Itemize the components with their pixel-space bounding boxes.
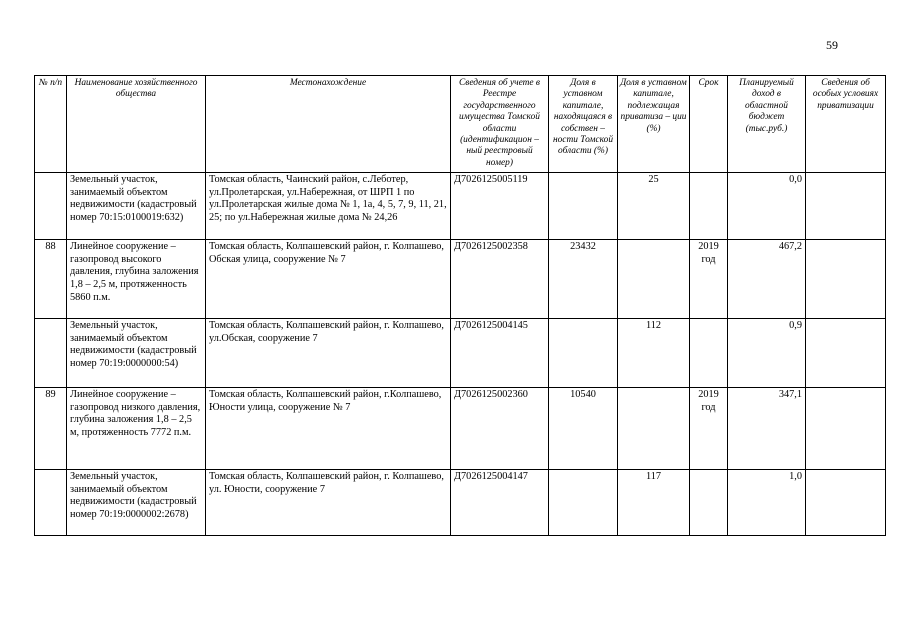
- row-num: 88: [35, 240, 67, 319]
- row-share-region: [549, 173, 618, 240]
- row-income: 0,0: [728, 173, 806, 240]
- privatization-table: [34, 75, 886, 536]
- row-object-name: Земельный участок, занимаемый объектом недвижимости (кадастровый номер 70:15:0100019:632): [67, 173, 206, 240]
- row-share-privatization: 112: [618, 319, 690, 388]
- row-location: Томская область, Колпашевский район, г.Колпашево, Юности улица, сооружение № 7: [206, 388, 451, 470]
- table-row: [35, 388, 886, 470]
- row-object-name: Земельный участок, занимаемый объектом недвижимости (кадастровый номер 70:19:0000002:2678): [67, 470, 206, 536]
- row-num: [35, 319, 67, 388]
- row-location: Томская область, Колпашевский район, г. Колпашево, ул.Обская, сооружение 7: [206, 319, 451, 388]
- row-object-name: Земельный участок, занимаемый объектом недвижимости (кадастровый номер 70:19:0000000:54): [67, 319, 206, 388]
- row-income: 0,9: [728, 319, 806, 388]
- row-object-name: Линейное сооружение – газопровод высокого давления, глубина заложения 1,8 – 2,5 м, протяженность 5860 п.м.: [67, 240, 206, 319]
- row-num: [35, 173, 67, 240]
- header-location: Местонахождение: [206, 76, 451, 173]
- table-row: [35, 470, 886, 536]
- row-share-region: [549, 470, 618, 536]
- row-object-name: Линейное сооружение – газопровод низкого давления, глубина заложения 1,8 – 2,5 м, протяженность 7772 п.м.: [67, 388, 206, 470]
- row-term: [690, 173, 728, 240]
- row-term: [690, 319, 728, 388]
- row-location: Томская область, Колпашевский район, г. Колпашево, ул. Юности, сооружение 7: [206, 470, 451, 536]
- row-location: Томская область, Чаинский район, с.Леботер, ул.Пролетарская, ул.Набережная, от ШРП 1 по ул.Пролетарская жилые дома № 1, 1а, 4, 5, 7, 9, 11, 21, 25; по ул.Набережная жилые дома № 24,26: [206, 173, 451, 240]
- row-registry-id: Д7026125002360: [451, 388, 549, 470]
- row-term: 2019 год: [690, 240, 728, 319]
- header-registry: Сведения об учете в Реестре государственного имущества Томской области (идентификацион – ный реестровый номер): [451, 76, 549, 173]
- header-income: Планируемый доход в областной бюджет (тыс.руб.): [728, 76, 806, 173]
- row-term: [690, 470, 728, 536]
- table-row: [35, 173, 886, 240]
- row-conditions: [806, 470, 886, 536]
- table-row: [35, 240, 886, 319]
- header-conditions: Сведения об особых условиях приватизации: [806, 76, 886, 173]
- row-registry-id: Д7026125002358: [451, 240, 549, 319]
- row-num: 89: [35, 388, 67, 470]
- row-num: [35, 470, 67, 536]
- row-income: 1,0: [728, 470, 806, 536]
- row-conditions: [806, 388, 886, 470]
- row-conditions: [806, 240, 886, 319]
- row-conditions: [806, 319, 886, 388]
- header-share-region: Доля в уставном капитале, находящаяся в собствен – ности Томской области (%): [549, 76, 618, 173]
- header-name: Наименование хозяйственного общества: [67, 76, 206, 173]
- header-num: № п/п: [35, 76, 67, 173]
- row-registry-id: Д7026125005119: [451, 173, 549, 240]
- header-share-privatization: Доля в уставном капитале, подлежащая приватиза – ции (%): [618, 76, 690, 173]
- row-location: Томская область, Колпашевский район, г. Колпашево, Обская улица, сооружение № 7: [206, 240, 451, 319]
- row-share-privatization: 25: [618, 173, 690, 240]
- row-share-privatization: 117: [618, 470, 690, 536]
- row-conditions: [806, 173, 886, 240]
- row-income: 467,2: [728, 240, 806, 319]
- row-share-privatization: [618, 240, 690, 319]
- row-share-region: 23432: [549, 240, 618, 319]
- row-term: 2019 год: [690, 388, 728, 470]
- table-row: [35, 319, 886, 388]
- row-registry-id: Д7026125004145: [451, 319, 549, 388]
- page-number: 59: [826, 38, 838, 52]
- header-term: Срок: [690, 76, 728, 173]
- row-income: 347,1: [728, 388, 806, 470]
- row-share-region: 10540: [549, 388, 618, 470]
- row-share-region: [549, 319, 618, 388]
- row-registry-id: Д7026125004147: [451, 470, 549, 536]
- table-header-row: [35, 76, 886, 173]
- row-share-privatization: [618, 388, 690, 470]
